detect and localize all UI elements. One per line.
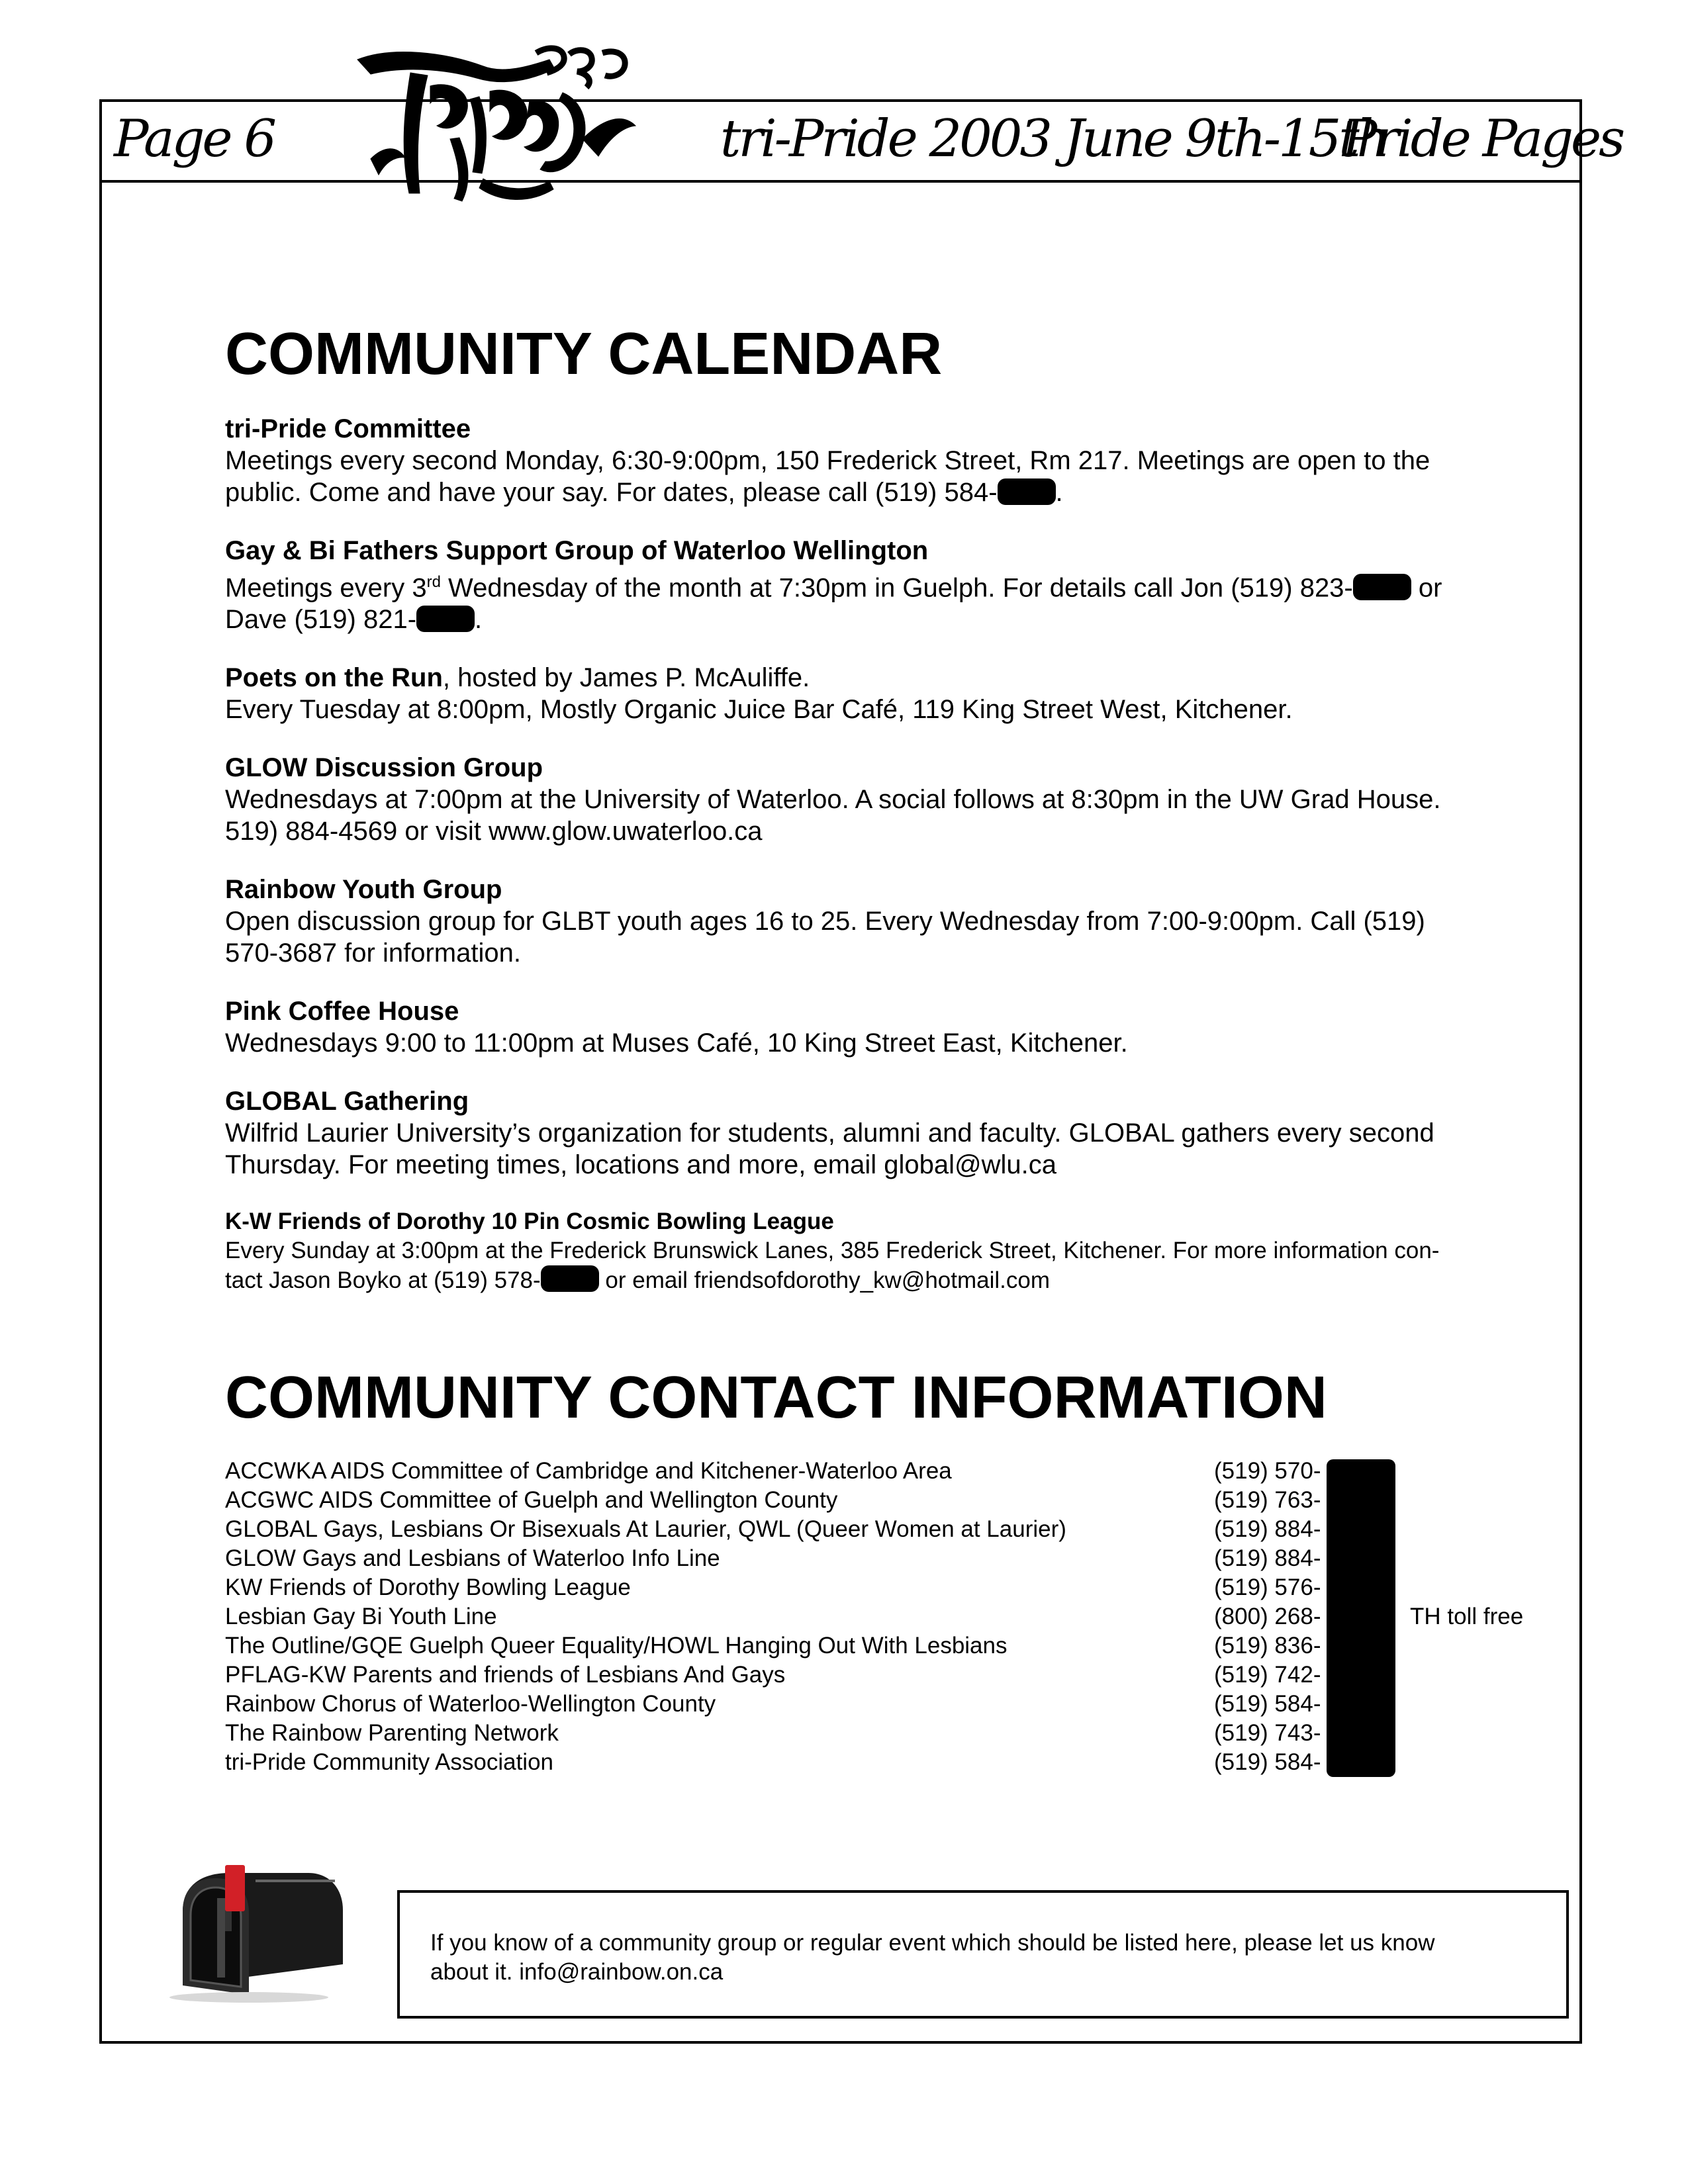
event-description	[225, 1117, 1536, 1181]
redaction-mark	[998, 478, 1056, 505]
tri-pride-logo	[331, 40, 649, 218]
contact-phone: (519) 884-	[1214, 1516, 1321, 1543]
issue-title: tri-Pride 2003 June 9th-15th	[720, 109, 1387, 169]
contact-phone: (519) 763-	[1214, 1487, 1321, 1514]
event-name: GLOW Discussion Group	[225, 753, 543, 783]
contact-name: GLOBAL Gays, Lesbians Or Bisexuals At Laurier, QWL (Queer Women at Laurier)	[225, 1516, 1066, 1543]
event-name: Rainbow Youth Group	[225, 875, 502, 905]
tri-pride-logo-art	[331, 40, 649, 218]
contact-phone: (519) 743-	[1214, 1720, 1321, 1747]
contact-name: PFLAG-KW Parents and friends of Lesbians And Gays	[225, 1662, 786, 1688]
note-text	[430, 1929, 1516, 1987]
contact-list	[225, 1457, 1536, 1777]
event-name: tri-Pride Committee	[225, 414, 471, 443]
event-pink-coffee-house	[225, 995, 1536, 1059]
event-description	[225, 445, 1536, 508]
contact-name: The Outline/GQE Guelph Queer Equality/HOWL Hanging Out With Lesbians	[225, 1633, 1008, 1659]
contact-note: TH toll free	[1410, 1604, 1524, 1630]
section-label: Pride Pages	[1342, 109, 1623, 169]
main-content	[225, 318, 1536, 1777]
event-name: K-W Friends of Dorothy 10 Pin Cosmic Bowling League	[225, 1208, 834, 1235]
contact-name: GLOW Gays and Lesbians of Waterloo Info Line	[225, 1545, 720, 1572]
event-description: Wednesdays 9:00 to 11:00pm at Muses Café, 10 King Street East, Kitchener.	[225, 1028, 1128, 1058]
contacts-title: COMMUNITY CONTACT INFORMATION	[225, 1365, 1327, 1432]
event-desc-line: Dave (519) 821-	[225, 605, 417, 635]
redaction-mark	[1353, 574, 1411, 600]
event-description	[225, 784, 1536, 847]
event-desc-line: 519) 884-4569 or visit www.glow.uwaterloo.ca	[225, 817, 763, 846]
event-friends-of-dorothy-bowling	[225, 1207, 1536, 1295]
event-description	[225, 905, 1536, 969]
event-desc-line: Meetings every 3	[225, 573, 427, 603]
event-global-gathering	[225, 1085, 1536, 1181]
mailbox-illustration	[156, 1865, 348, 2004]
mailbox-icon	[156, 1865, 348, 2004]
submission-note	[397, 1890, 1569, 2019]
contact-phone: (519) 836-	[1214, 1633, 1321, 1659]
event-desc-line: 570-3687 for information.	[225, 938, 521, 968]
event-name: GLOBAL Gathering	[225, 1087, 469, 1116]
event-desc-line: Meetings every second Monday, 6:30-9:00pm, 150 Frederick Street, Rm 217. Meetings are open to the	[225, 446, 1430, 475]
contact-name: Rainbow Chorus of Waterloo-Wellington County	[225, 1691, 716, 1717]
event-desc-line: tact Jason Boyko at (519) 578-	[225, 1267, 541, 1294]
contact-phone: (519) 742-	[1214, 1662, 1321, 1688]
contact-name: tri-Pride Community Association	[225, 1749, 553, 1776]
contact-name: The Rainbow Parenting Network	[225, 1720, 559, 1747]
event-desc-line: or email friendsofdorothy_kw@hotmail.com	[598, 1267, 1051, 1294]
event-desc-line: or	[1411, 573, 1442, 603]
event-name: Pink Coffee House	[225, 997, 459, 1026]
mailbox-flag	[225, 1865, 245, 1911]
note-line: about it. info@rainbow.on.ca	[430, 1959, 724, 1985]
contact-name: ACGWC AIDS Committee of Guelph and Wellington County	[225, 1487, 838, 1514]
event-name: Poets on the Run	[225, 663, 443, 693]
event-description	[225, 567, 1536, 635]
redaction-mark	[416, 606, 475, 632]
contact-name: ACCWKA AIDS Committee of Cambridge and Kitchener-Waterloo Area	[225, 1458, 952, 1484]
contact-phone: (519) 576-	[1214, 1574, 1321, 1601]
contact-phone: (519) 584-	[1214, 1691, 1321, 1717]
page-number: Page 6	[114, 109, 274, 169]
contact-phone: (519) 884-	[1214, 1545, 1321, 1572]
event-desc-line: Wednesdays at 7:00pm at the University of Waterloo. A social follows at 8:30pm in the UW Grad House.	[225, 785, 1441, 815]
event-description	[225, 1236, 1536, 1295]
event-tri-pride-committee	[225, 413, 1536, 508]
contact-phone: (519) 570-	[1214, 1458, 1321, 1484]
event-poets-on-the-run	[225, 662, 1536, 725]
event-desc-line: Wednesday of the month at 7:30pm in Guelph. For details call Jon (519) 823-	[440, 573, 1353, 603]
event-name: Gay & Bi Fathers Support Group of Waterloo Wellington	[225, 536, 929, 565]
phone-redaction-block	[1327, 1459, 1395, 1777]
event-desc-line: .	[475, 605, 483, 635]
event-desc-line: Thursday. For meeting times, locations and more, email global@wlu.ca	[225, 1150, 1056, 1180]
contact-name: Lesbian Gay Bi Youth Line	[225, 1604, 497, 1630]
event-glow-discussion	[225, 752, 1536, 847]
event-heading-line	[225, 662, 1536, 694]
calendar-title: COMMUNITY CALENDAR	[225, 321, 943, 387]
event-host: , hosted by James P. McAuliffe.	[442, 663, 810, 693]
event-description: Every Tuesday at 8:00pm, Mostly Organic Juice Bar Café, 119 King Street West, Kitchener.	[225, 695, 1293, 725]
event-desc-line: Open discussion group for GLBT youth ages 16 to 25. Every Wednesday from 7:00-9:00pm. Call (519)	[225, 907, 1425, 936]
event-desc-line: .	[1055, 478, 1063, 507]
event-desc-line: Wilfrid Laurier University’s organization for students, alumni and faculty. GLOBAL gathers every second	[225, 1118, 1434, 1148]
ordinal-suffix: rd	[426, 573, 441, 591]
event-desc-line: public. Come and have your say. For dates, please call (519) 584-	[225, 478, 998, 507]
contact-phone: (519) 584-	[1214, 1749, 1321, 1776]
event-rainbow-youth	[225, 874, 1536, 969]
event-gay-bi-fathers	[225, 535, 1536, 635]
event-desc-line: Every Sunday at 3:00pm at the Frederick Brunswick Lanes, 385 Frederick Street, Kitchener. For more information con-	[225, 1238, 1440, 1264]
redaction-mark	[541, 1265, 599, 1292]
note-line: If you know of a community group or regular event which should be listed here, please let us know	[430, 1930, 1435, 1956]
contact-phone: (800) 268-	[1214, 1604, 1321, 1630]
contact-name: KW Friends of Dorothy Bowling League	[225, 1574, 631, 1601]
